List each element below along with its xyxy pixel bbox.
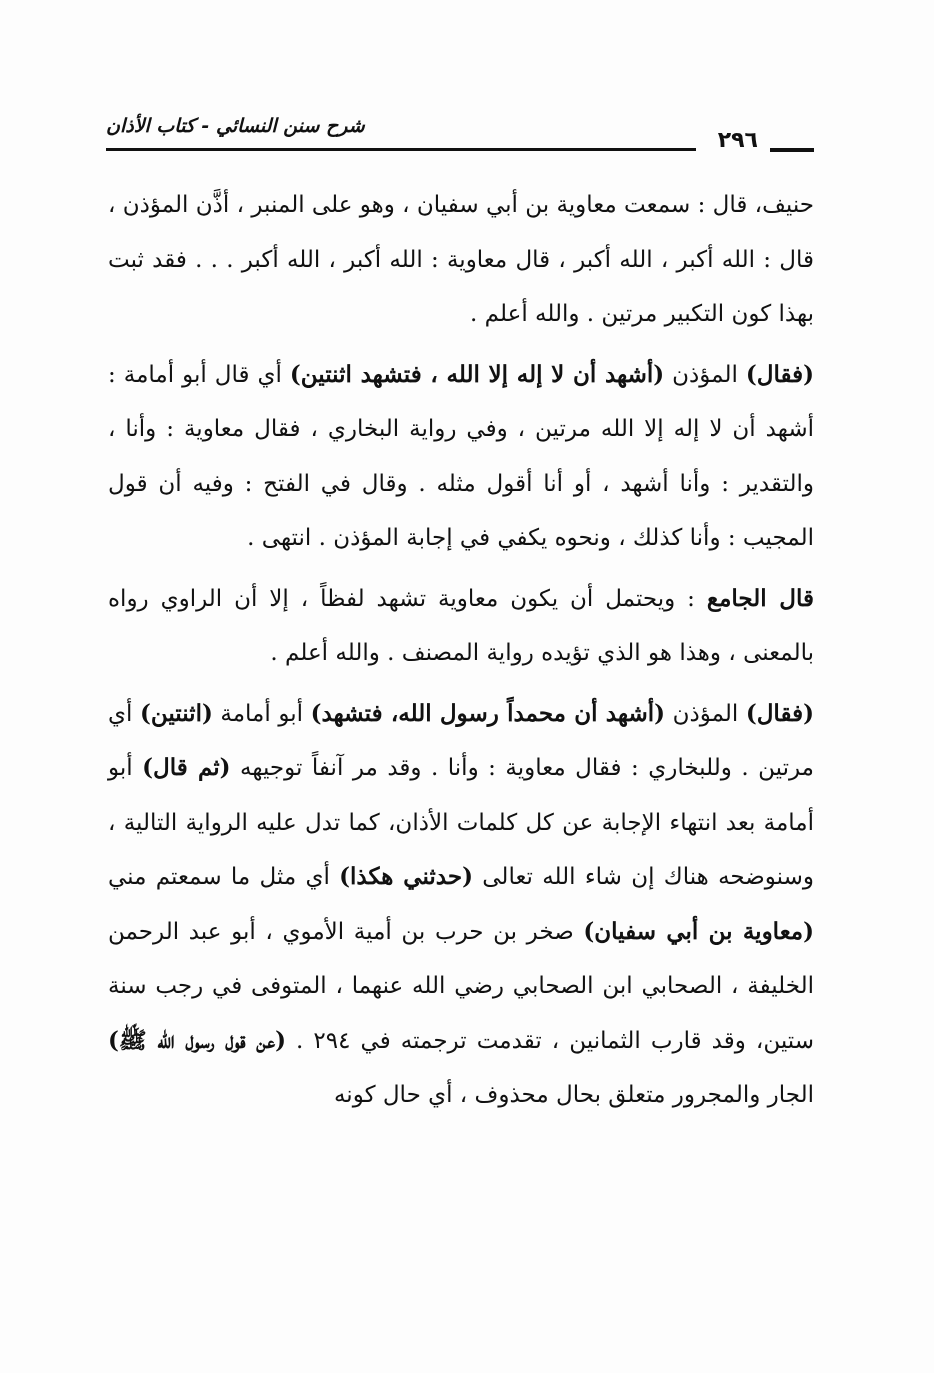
header-rule (106, 148, 696, 151)
text-segment: أي مرتين . وللبخاري : فقال معاوية : وأنا . وقد مر آنفاً توجيهه (108, 700, 815, 781)
body-text (108, 178, 814, 1123)
text-segment: أبو أمامة (212, 700, 311, 727)
bold-phrase: (معاوية بن أبي سفيان) (583, 917, 814, 945)
text-segment: المؤذن (665, 700, 746, 727)
bold-phrase: (اثنتين) (139, 699, 213, 727)
bold-phrase: (فقال) (745, 360, 814, 388)
text-segment: الجار والمجرور متعلق بحال محذوف ، أي حال كونه (333, 1082, 814, 1108)
paragraph-4 (108, 687, 814, 1123)
header-dash (770, 148, 814, 152)
bold-phrase: (أشهد أن محمداً رسول الله، فتشهد) (310, 699, 666, 727)
bold-phrase: (حدثني هكذا) (339, 863, 473, 890)
bold-phrase: (أشهد أن لا إله إلا الله ، فتشهد اثنتين) (289, 360, 665, 388)
bold-phrase: (ثم قال) (142, 754, 231, 781)
text-segment: أي قال أبو أمامة : أشهد أن لا إله إلا الله مرتين ، وفي رواية البخاري ، فقال معاوية : وأنا ، والتقدير : وأنا أشهد ، أو أنا أقول مثله . وقال في الفتح : وفيه أن قول المجيب : وأنا كذلك ، ونحوه يكفي في إجابة المؤذن . انتهى . (108, 361, 814, 551)
paragraph-2 (108, 348, 814, 566)
text-segment: حنيف، قال : سمعت معاوية بن أبي سفيان ، وهو على المنبر ، أذَّن المؤذن ، قال : الله أكبر ، الله أكبر ، قال معاوية : الله أكبر ، الله أكبر . . . فقد ثبت بهذا كون التكبير مرتين . والله أعلم . (108, 192, 814, 327)
paragraph-3 (108, 572, 814, 681)
header-title: شرح سنن النسائي - كتاب الأذان (106, 115, 365, 137)
text-segment: أبو أمامة بعد انتهاء الإجابة عن كل كلمات الأذان، كما تدل عليه الرواية التالية ، وسنوضحه هناك إن شاء الله تعالى (108, 755, 814, 890)
paragraph-1 (108, 178, 814, 342)
text-segment: : ويحتمل أن يكون معاوية تشهد لفظاً ، إلا أن الراوي رواه بالمعنى ، وهذا هو الذي تؤيده رواية المصنف . والله أعلم . (108, 585, 814, 666)
bold-phrase: قال الجامع (706, 584, 814, 612)
page-number: ٢٩٦ (717, 128, 758, 153)
bold-phrase: (عن قول رسول الله ﷺ) (108, 1026, 286, 1054)
text-segment: صخر بن حرب بن أمية الأموي ، أبو عبد الرحمن الخليفة ، الصحابي ابن الصحابي رضي الله عنهما ، المتوفى في رجب سنة ستين، وقد قارب الثمانين ، تقدمت ترجمته في ٢٩٤ . (108, 918, 815, 1054)
text-segment: أي مثل ما سمعتم مني (108, 864, 340, 890)
running-header (106, 112, 814, 160)
bold-phrase: (فقال) (745, 699, 814, 727)
text-segment: المؤذن (664, 361, 746, 388)
